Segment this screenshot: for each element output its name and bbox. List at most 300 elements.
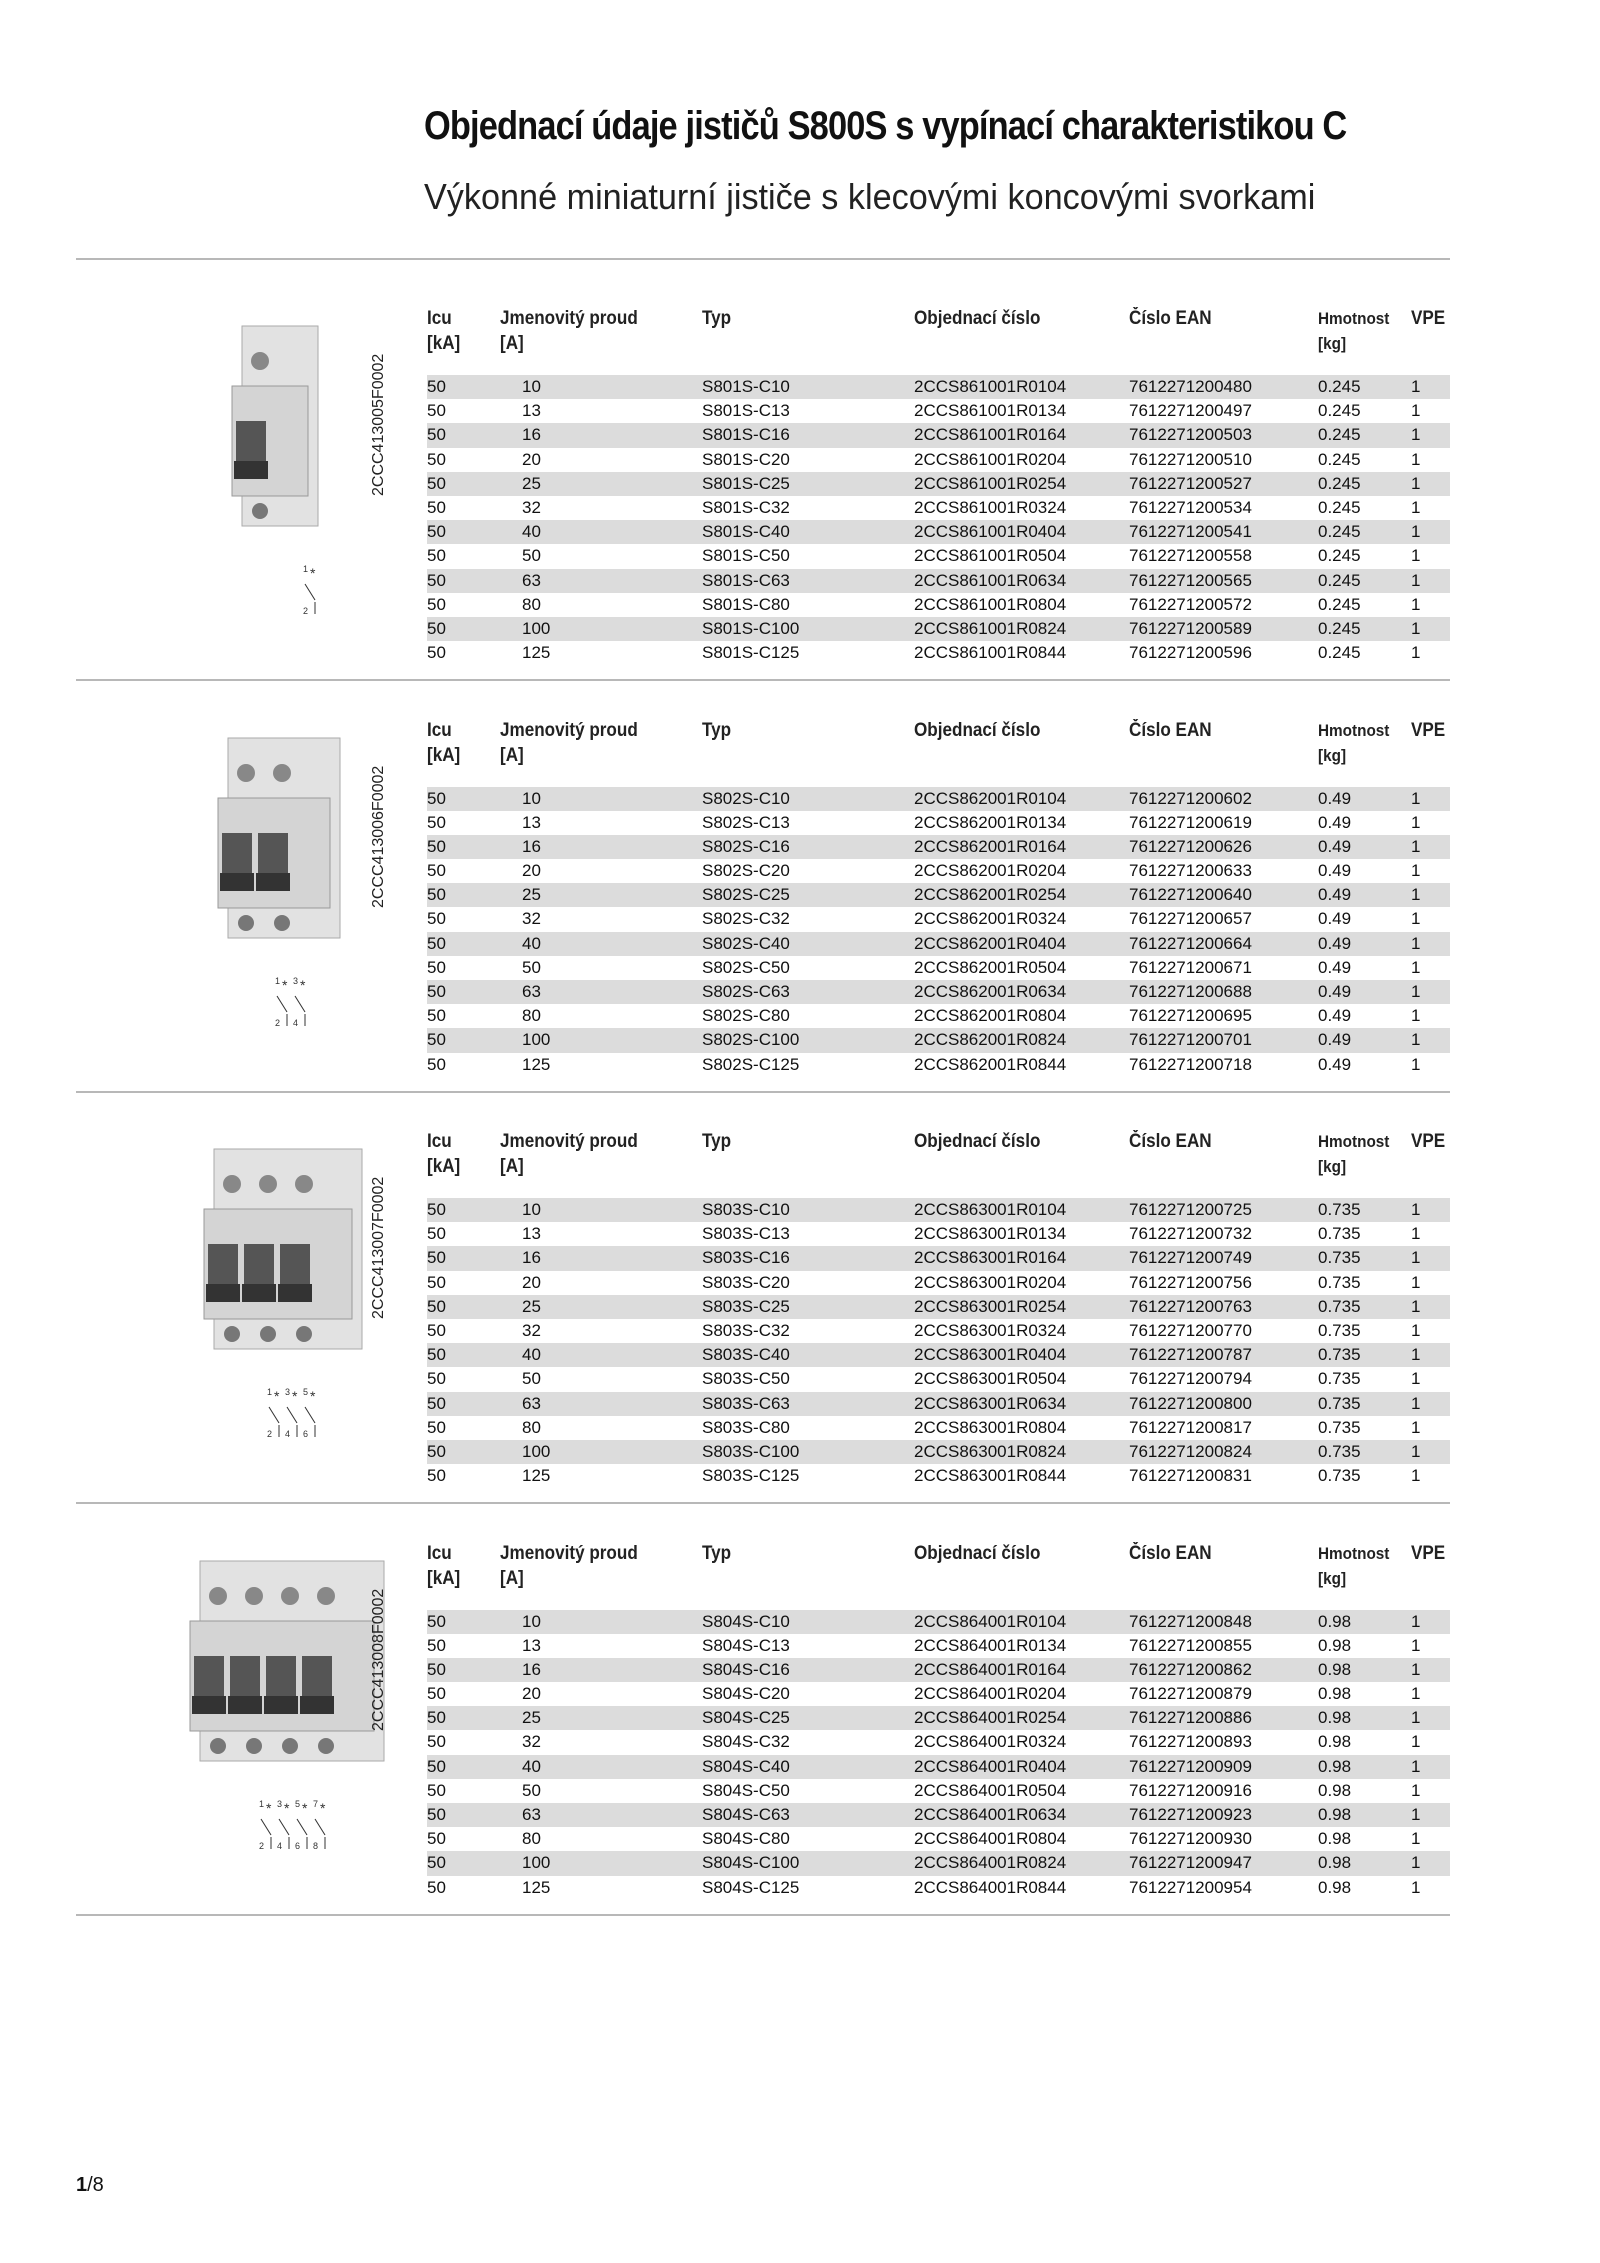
cell-order: 2CCS861001R0634: [914, 570, 1067, 590]
cell-current: 100: [522, 1853, 551, 1873]
svg-text:8: 8: [313, 1840, 319, 1851]
cell-ean: 7612271200688: [1129, 982, 1252, 1001]
cell-vpe: 1: [1411, 1853, 1421, 1873]
cell-weight: 0.98: [1318, 1805, 1352, 1824]
cell-vpe: 1: [1411, 957, 1421, 977]
cell-icu: 50: [427, 401, 446, 421]
cell-weight: 0.245: [1318, 473, 1361, 493]
breaker-image: [170, 1129, 360, 1469]
cell-ean: 7612271200480: [1129, 377, 1252, 396]
cell-vpe: 1: [1411, 812, 1421, 832]
table-row: [427, 1706, 1450, 1730]
breaker-image: [170, 718, 360, 1058]
cell-vpe: 1: [1411, 933, 1421, 953]
cell-order: 2CCS861001R0254: [914, 473, 1067, 493]
cell-ean: 7612271200701: [1129, 1030, 1252, 1050]
cell-vpe: 1: [1411, 1659, 1421, 1679]
cell-current: 125: [522, 1466, 551, 1486]
cell-order: 2CCS864001R0134: [914, 1635, 1067, 1655]
table-row: [427, 1851, 1450, 1875]
cell-icu: 50: [427, 425, 446, 445]
cell-weight: 0.245: [1318, 449, 1361, 469]
image-code: 2CCC413008F0002: [370, 1588, 387, 1731]
cell-vpe: 1: [1411, 1805, 1421, 1824]
cell-vpe: 1: [1411, 1708, 1421, 1728]
cell-ean: 7612271200565: [1129, 570, 1252, 590]
cell-ean: 7612271200831: [1129, 1466, 1252, 1486]
cell-type: S804S-C63: [702, 1805, 790, 1824]
cell-icu: 50: [427, 1054, 446, 1074]
header-label: Typ: [702, 308, 732, 329]
cell-current: 50: [522, 1369, 541, 1389]
column-header-weight: [1318, 306, 1389, 356]
header-label: VPE: [1411, 1131, 1446, 1152]
cell-type: S802S-C25: [702, 885, 790, 905]
table-row: [427, 1610, 1450, 1634]
header-label: Typ: [702, 719, 732, 741]
column-header-icu: [427, 718, 460, 768]
cell-icu: 50: [427, 497, 446, 517]
cell-vpe: 1: [1411, 1369, 1421, 1389]
svg-text:6: 6: [303, 1429, 309, 1439]
table-row: [427, 641, 1450, 665]
cell-weight: 0.245: [1318, 594, 1361, 614]
cell-vpe: 1: [1411, 1684, 1421, 1704]
cell-ean: 7612271200947: [1129, 1853, 1252, 1873]
cell-weight: 0.735: [1318, 1200, 1361, 1219]
cell-type: S802S-C125: [702, 1054, 800, 1074]
cell-weight: 0.98: [1318, 1732, 1352, 1752]
cell-icu: 50: [427, 1466, 446, 1486]
cell-type: S801S-C100: [702, 618, 800, 638]
column-header-weight: [1318, 718, 1389, 768]
header-label: Číslo EAN: [1129, 308, 1212, 329]
cell-weight: 0.735: [1318, 1417, 1361, 1437]
svg-text:*: *: [292, 1388, 298, 1404]
cell-vpe: 1: [1411, 1829, 1421, 1849]
cell-vpe: 1: [1411, 473, 1421, 493]
cell-ean: 7612271200534: [1129, 497, 1252, 517]
svg-text:5: 5: [303, 1387, 309, 1397]
cell-weight: 0.49: [1318, 885, 1352, 905]
cell-order: 2CCS861001R0504: [914, 546, 1067, 566]
header-label: Objednací číslo: [914, 719, 1041, 741]
column-header-type: [702, 718, 731, 743]
cell-ean: 7612271200763: [1129, 1296, 1252, 1316]
cell-current: 16: [522, 836, 541, 856]
cell-vpe: 1: [1411, 1224, 1421, 1244]
cell-current: 125: [522, 1054, 551, 1074]
column-header-vpe: [1411, 718, 1445, 743]
cell-order: 2CCS863001R0844: [914, 1466, 1067, 1486]
table-row: [427, 1440, 1450, 1464]
cell-icu: 50: [427, 788, 446, 808]
cell-type: S802S-C13: [702, 812, 790, 832]
cell-order: 2CCS864001R0824: [914, 1853, 1067, 1873]
header-label: Hmotnost: [1318, 720, 1390, 740]
column-header-type: [702, 306, 731, 331]
svg-text:*: *: [274, 1388, 280, 1404]
table-row: [427, 1343, 1450, 1367]
cell-icu: 50: [427, 1684, 446, 1704]
header-label: Objednací číslo: [914, 1542, 1041, 1564]
table-row: [427, 593, 1450, 617]
cell-type: S803S-C63: [702, 1393, 790, 1413]
page-title: Objednací údaje jističů S800S s vypínací charakteristikou C: [424, 104, 1347, 148]
svg-text:7: 7: [313, 1798, 319, 1809]
cell-type: S801S-C10: [702, 377, 790, 396]
column-header-icu: [427, 306, 460, 356]
cell-vpe: 1: [1411, 1877, 1421, 1897]
svg-text:*: *: [310, 1388, 316, 1404]
cell-type: S803S-C125: [702, 1466, 800, 1486]
cell-order: 2CCS864001R0164: [914, 1659, 1067, 1679]
cell-ean: 7612271200893: [1129, 1732, 1252, 1752]
cell-type: S802S-C10: [702, 788, 790, 808]
cell-type: S804S-C16: [702, 1659, 790, 1679]
cell-order: 2CCS862001R0404: [914, 933, 1067, 953]
table-row: [427, 1755, 1450, 1779]
cell-order: 2CCS862001R0204: [914, 861, 1067, 881]
cell-weight: 0.735: [1318, 1248, 1361, 1268]
cell-current: 20: [522, 1272, 541, 1292]
cell-weight: 0.245: [1318, 401, 1361, 421]
cell-current: 25: [522, 473, 541, 493]
cell-ean: 7612271200633: [1129, 861, 1252, 881]
header-unit: [A]: [500, 1567, 524, 1589]
cell-order: 2CCS862001R0824: [914, 1030, 1067, 1050]
header-unit: [kg]: [1318, 1157, 1347, 1176]
cell-weight: 0.735: [1318, 1466, 1361, 1486]
cell-ean: 7612271200787: [1129, 1345, 1252, 1365]
cell-vpe: 1: [1411, 909, 1421, 929]
header-unit: [A]: [500, 333, 524, 354]
divider: [76, 1914, 1450, 1916]
cell-weight: 0.245: [1318, 643, 1361, 663]
cell-vpe: 1: [1411, 643, 1421, 663]
cell-vpe: 1: [1411, 594, 1421, 614]
cell-order: 2CCS864001R0104: [914, 1611, 1067, 1631]
cell-vpe: 1: [1411, 522, 1421, 542]
cell-weight: 0.245: [1318, 377, 1361, 396]
cell-order: 2CCS864001R0634: [914, 1805, 1067, 1824]
header-label: VPE: [1411, 1542, 1446, 1564]
cell-vpe: 1: [1411, 1054, 1421, 1074]
cell-icu: 50: [427, 836, 446, 856]
table-row: [427, 520, 1450, 544]
cell-weight: 0.735: [1318, 1320, 1361, 1340]
cell-icu: 50: [427, 546, 446, 566]
header-label: Icu: [427, 1542, 452, 1564]
column-header-icu: [427, 1129, 460, 1179]
cell-ean: 7612271200930: [1129, 1829, 1252, 1849]
cell-type: S803S-C32: [702, 1320, 790, 1340]
header-label: Icu: [427, 719, 452, 741]
cell-type: S801S-C125: [702, 643, 800, 663]
cell-icu: 50: [427, 1417, 446, 1437]
cell-ean: 7612271200596: [1129, 643, 1252, 663]
cell-icu: 50: [427, 812, 446, 832]
header-label: Číslo EAN: [1129, 1542, 1212, 1564]
cell-ean: 7612271200619: [1129, 812, 1252, 832]
header-label: Číslo EAN: [1129, 1131, 1212, 1152]
cell-icu: 50: [427, 1320, 446, 1340]
cell-current: 40: [522, 522, 541, 542]
svg-text:6: 6: [295, 1840, 301, 1851]
cell-current: 13: [522, 812, 541, 832]
divider: [76, 258, 1450, 260]
divider: [76, 1502, 1450, 1504]
cell-weight: 0.98: [1318, 1659, 1352, 1679]
cell-icu: 50: [427, 643, 446, 663]
cell-icu: 50: [427, 1732, 446, 1752]
cell-weight: 0.245: [1318, 546, 1361, 566]
column-header-current: [500, 718, 638, 768]
cell-current: 16: [522, 1659, 541, 1679]
cell-type: S804S-C32: [702, 1732, 790, 1752]
header-label: Objednací číslo: [914, 1131, 1041, 1152]
cell-ean: 7612271200862: [1129, 1659, 1252, 1679]
cell-icu: 50: [427, 1345, 446, 1365]
cell-order: 2CCS861001R0204: [914, 449, 1067, 469]
cell-vpe: 1: [1411, 1611, 1421, 1631]
table-row: [427, 617, 1450, 641]
cell-type: S803S-C80: [702, 1417, 790, 1437]
cell-current: 100: [522, 1441, 551, 1461]
table-row: [427, 1730, 1450, 1754]
cell-type: S802S-C32: [702, 909, 790, 929]
cell-vpe: 1: [1411, 1296, 1421, 1316]
cell-icu: 50: [427, 1393, 446, 1413]
cell-icu: 50: [427, 377, 446, 396]
column-header-vpe: [1411, 1541, 1445, 1566]
cell-type: S804S-C100: [702, 1853, 800, 1873]
header-label: Jmenovitý proud: [500, 1542, 638, 1564]
cell-weight: 0.98: [1318, 1780, 1352, 1800]
cell-current: 125: [522, 643, 551, 663]
column-header-order: [914, 306, 1040, 331]
cell-vpe: 1: [1411, 546, 1421, 566]
cell-order: 2CCS862001R0134: [914, 812, 1067, 832]
cell-current: 20: [522, 861, 541, 881]
cell-type: S804S-C50: [702, 1780, 790, 1800]
cell-vpe: 1: [1411, 1732, 1421, 1752]
table-row: [427, 544, 1450, 568]
table-row: [427, 1319, 1450, 1343]
cell-current: 40: [522, 1345, 541, 1365]
cell-order: 2CCS861001R0824: [914, 618, 1067, 638]
cell-current: 13: [522, 401, 541, 421]
cell-current: 25: [522, 885, 541, 905]
header-label: VPE: [1411, 308, 1446, 329]
cell-ean: 7612271200732: [1129, 1224, 1252, 1244]
breaker-image: [170, 1541, 360, 1881]
product-table: [427, 375, 1450, 665]
cell-vpe: 1: [1411, 1272, 1421, 1292]
cell-ean: 7612271200916: [1129, 1780, 1252, 1800]
cell-current: 10: [522, 377, 541, 396]
cell-type: S803S-C10: [702, 1200, 790, 1219]
column-header-order: [914, 1541, 1040, 1566]
cell-type: S802S-C16: [702, 836, 790, 856]
cell-order: 2CCS863001R0204: [914, 1272, 1067, 1292]
cell-order: 2CCS863001R0134: [914, 1224, 1067, 1244]
cell-weight: 0.735: [1318, 1393, 1361, 1413]
cell-weight: 0.98: [1318, 1853, 1352, 1873]
cell-weight: 0.98: [1318, 1877, 1352, 1897]
cell-weight: 0.49: [1318, 1054, 1352, 1074]
cell-ean: 7612271200589: [1129, 618, 1252, 638]
cell-current: 32: [522, 909, 541, 929]
column-header-current: [500, 1129, 638, 1179]
cell-vpe: 1: [1411, 1320, 1421, 1340]
cell-weight: 0.735: [1318, 1369, 1361, 1389]
cell-icu: 50: [427, 570, 446, 590]
table-row: [427, 1004, 1450, 1028]
cell-icu: 50: [427, 1853, 446, 1873]
cell-order: 2CCS864001R0254: [914, 1708, 1067, 1728]
cell-ean: 7612271200558: [1129, 546, 1252, 566]
cell-vpe: 1: [1411, 861, 1421, 881]
cell-type: S804S-C125: [702, 1877, 800, 1897]
svg-text:1: 1: [267, 1387, 273, 1397]
column-header-current: [500, 1541, 638, 1591]
cell-ean: 7612271200695: [1129, 1006, 1252, 1026]
svg-text:2: 2: [303, 606, 309, 616]
cell-order: 2CCS862001R0164: [914, 836, 1067, 856]
cell-type: S802S-C40: [702, 933, 790, 953]
cell-ean: 7612271200503: [1129, 425, 1252, 445]
table-row: [427, 1779, 1450, 1803]
column-header-order: [914, 718, 1040, 743]
table-row: [427, 423, 1450, 447]
cell-current: 20: [522, 449, 541, 469]
cell-order: 2CCS861001R0844: [914, 643, 1067, 663]
image-code: 2CCC413007F0002: [370, 1176, 387, 1319]
table-row: [427, 496, 1450, 520]
table-row: [427, 1416, 1450, 1440]
cell-icu: 50: [427, 982, 446, 1001]
cell-ean: 7612271200855: [1129, 1635, 1252, 1655]
cell-order: 2CCS863001R0254: [914, 1296, 1067, 1316]
cell-current: 100: [522, 1030, 551, 1050]
svg-text:*: *: [300, 976, 306, 993]
cell-vpe: 1: [1411, 618, 1421, 638]
cell-icu: 50: [427, 1441, 446, 1461]
table-row: [427, 1392, 1450, 1416]
header-label: Icu: [427, 1131, 452, 1152]
cell-vpe: 1: [1411, 570, 1421, 590]
cell-icu: 50: [427, 1296, 446, 1316]
cell-ean: 7612271200718: [1129, 1054, 1252, 1074]
cell-ean: 7612271200640: [1129, 885, 1252, 905]
cell-current: 25: [522, 1708, 541, 1728]
cell-current: 16: [522, 425, 541, 445]
cell-vpe: 1: [1411, 1417, 1421, 1437]
table-row: [427, 980, 1450, 1004]
image-code: 2CCC413005F0002: [370, 353, 387, 496]
svg-text:*: *: [310, 565, 316, 581]
cell-type: S801S-C32: [702, 497, 790, 517]
cell-current: 10: [522, 1611, 541, 1631]
page-number-total: /8: [87, 2174, 104, 2196]
cell-icu: 50: [427, 1780, 446, 1800]
cell-current: 32: [522, 1320, 541, 1340]
cell-icu: 50: [427, 957, 446, 977]
header-label: Jmenovitý proud: [500, 308, 638, 329]
cell-current: 40: [522, 1756, 541, 1776]
cell-order: 2CCS863001R0804: [914, 1417, 1067, 1437]
table-row: [427, 1028, 1450, 1052]
cell-weight: 0.735: [1318, 1224, 1361, 1244]
cell-type: S803S-C50: [702, 1369, 790, 1389]
header-label: Hmotnost: [1318, 1543, 1390, 1563]
table-row: [427, 1682, 1450, 1706]
cell-current: 63: [522, 982, 541, 1001]
cell-order: 2CCS862001R0104: [914, 788, 1067, 808]
product-table: [427, 787, 1450, 1077]
cell-ean: 7612271200886: [1129, 1708, 1252, 1728]
cell-icu: 50: [427, 1877, 446, 1897]
product-section: [0, 718, 1600, 1130]
cell-weight: 0.49: [1318, 788, 1352, 808]
cell-vpe: 1: [1411, 1780, 1421, 1800]
table-row: [427, 375, 1450, 399]
cell-weight: 0.735: [1318, 1272, 1361, 1292]
column-header-ean: [1129, 306, 1212, 331]
cell-type: S801S-C16: [702, 425, 790, 445]
cell-order: 2CCS862001R0634: [914, 982, 1067, 1001]
cell-icu: 50: [427, 1829, 446, 1849]
table-row: [427, 1634, 1450, 1658]
cell-current: 20: [522, 1684, 541, 1704]
column-header-ean: [1129, 1129, 1212, 1154]
svg-text:5: 5: [295, 1798, 301, 1809]
cell-ean: 7612271200664: [1129, 933, 1252, 953]
table-row: [427, 1053, 1450, 1077]
cell-vpe: 1: [1411, 1466, 1421, 1486]
cell-type: S803S-C100: [702, 1441, 800, 1461]
cell-type: S803S-C20: [702, 1272, 790, 1292]
cell-weight: 0.49: [1318, 1030, 1352, 1050]
cell-order: 2CCS862001R0254: [914, 885, 1067, 905]
table-row: [427, 835, 1450, 859]
table-row: [427, 1658, 1450, 1682]
cell-order: 2CCS862001R0844: [914, 1054, 1067, 1074]
product-table: [427, 1198, 1450, 1488]
cell-ean: 7612271200923: [1129, 1805, 1252, 1824]
table-row: [427, 811, 1450, 835]
cell-ean: 7612271200497: [1129, 401, 1252, 421]
cell-weight: 0.49: [1318, 957, 1352, 977]
header-unit: [kA]: [427, 1156, 461, 1177]
cell-vpe: 1: [1411, 836, 1421, 856]
cell-type: S803S-C13: [702, 1224, 790, 1244]
cell-vpe: 1: [1411, 1441, 1421, 1461]
cell-current: 50: [522, 957, 541, 977]
header-label: Jmenovitý proud: [500, 719, 638, 741]
header-unit: [kg]: [1318, 745, 1347, 765]
cell-current: 63: [522, 1805, 541, 1824]
cell-current: 10: [522, 1200, 541, 1219]
product-section: [0, 1541, 1600, 1953]
svg-text:2: 2: [267, 1429, 273, 1439]
header-label: Objednací číslo: [914, 308, 1041, 329]
table-row: [427, 1222, 1450, 1246]
cell-current: 32: [522, 1732, 541, 1752]
cell-ean: 7612271200770: [1129, 1320, 1252, 1340]
cell-weight: 0.49: [1318, 1006, 1352, 1026]
